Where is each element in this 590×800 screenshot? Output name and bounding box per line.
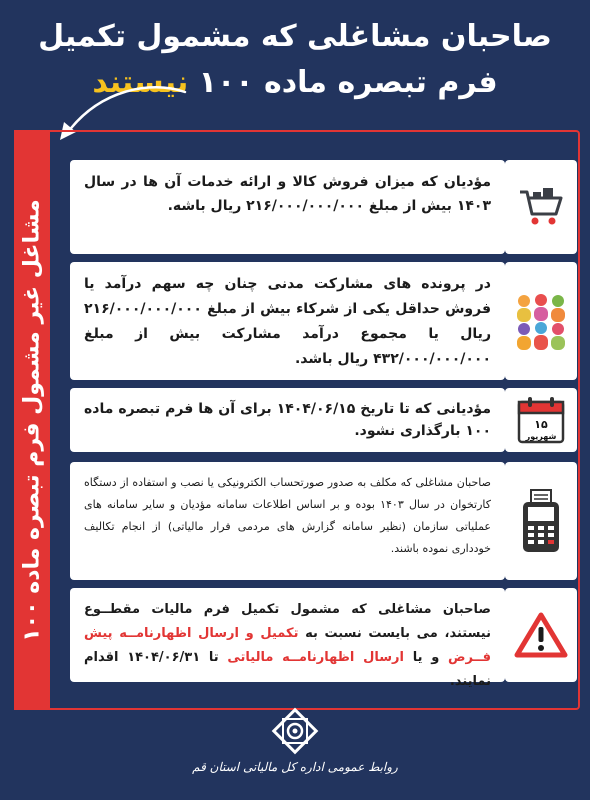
card5-text-3: تا ۱۴۰۴/۰۶/۳۱ اقدام نمایند. [84, 650, 491, 689]
card-reader-icon [519, 488, 563, 554]
info-card-1: مؤدیان که میزان فروش کالا و ارائه خدمات آن ها در سال ۱۴۰۳ بیش از مبلغ ۲۱۶/۰۰۰/۰۰۰/۰۰۰ ریال باشه. [70, 160, 505, 254]
calendar-icon [516, 395, 566, 445]
card5-text-2: و یا [404, 650, 449, 665]
info-card-4: صاحبان مشاغلی که مکلف به صدور صورتحساب الکترونیکی یا نصب و استفاده از دستگاه کارتخوان در سال ۱۴۰۳ بوده و بر اساس اطلاعات سامانه مؤدیان و سایر سامانه های عملیاتی سازمان (نظیر سامانه گزارش های مردمی فرار مالیاتی) از انجام تکالیف خودداری نموده باشند. [70, 462, 505, 580]
footer-caption: روابط عمومی اداره کل مالیاتی استان قم [192, 760, 398, 774]
side-label-text: مشاغل غیر مشمول فرم تبصره ماده ۱۰۰ [19, 198, 45, 642]
info-card-2: در پرونده های مشارکت مدنی چنان چه سهم درآمد یا فروش حداقل یکی از شرکاء بیش از مبلغ ۲۱۶/۰۰۰/۰۰۰/۰۰۰ ریال یا مجموع درآمد مشارکت بیش از مبلغ ۴۳۲/۰۰۰/۰۰۰/۰۰۰ ریال باشد. [70, 262, 505, 380]
side-label-wrapper [14, 130, 50, 710]
warning-icon [514, 611, 568, 659]
info-card-3: مؤدیانی که تا تاریخ ۱۴۰۴/۰۶/۱۵ برای آن ها فرم تبصره ماده ۱۰۰ بارگذاری نشود. [70, 388, 505, 452]
header-highlight: نیستند [92, 65, 189, 100]
icon-box-warning [505, 588, 577, 682]
calendar-month: شهریور [525, 432, 557, 441]
header-title-prefix: فرم تبصره ماده ۱۰۰ [188, 65, 498, 100]
icon-box-calendar [505, 388, 577, 452]
card5-red-text-2: ارسال اظهارنامــه مالیاتی [227, 650, 404, 665]
icon-box-cart [505, 160, 577, 254]
card5-red-text-1: تکمیل و ارسال اظهارنامــه پیش فــرض [84, 626, 491, 665]
calendar-day: ۱۵ [534, 418, 548, 431]
icon-box-pos [505, 462, 577, 580]
shopping-cart-icon [518, 184, 564, 230]
header-title-line1: صاحبان مشاغلی که مشمول تکمیل [38, 19, 552, 54]
card5-text-1: صاحبان مشاغلی که مشمول تکمیل فرم مالیات مقطــوع نیستند، می بایست نسبت به [84, 602, 491, 641]
tax-logo-icon [270, 706, 320, 756]
icon-box-people [505, 262, 577, 380]
info-card-5 [70, 588, 505, 689]
people-group-icon [512, 291, 570, 351]
